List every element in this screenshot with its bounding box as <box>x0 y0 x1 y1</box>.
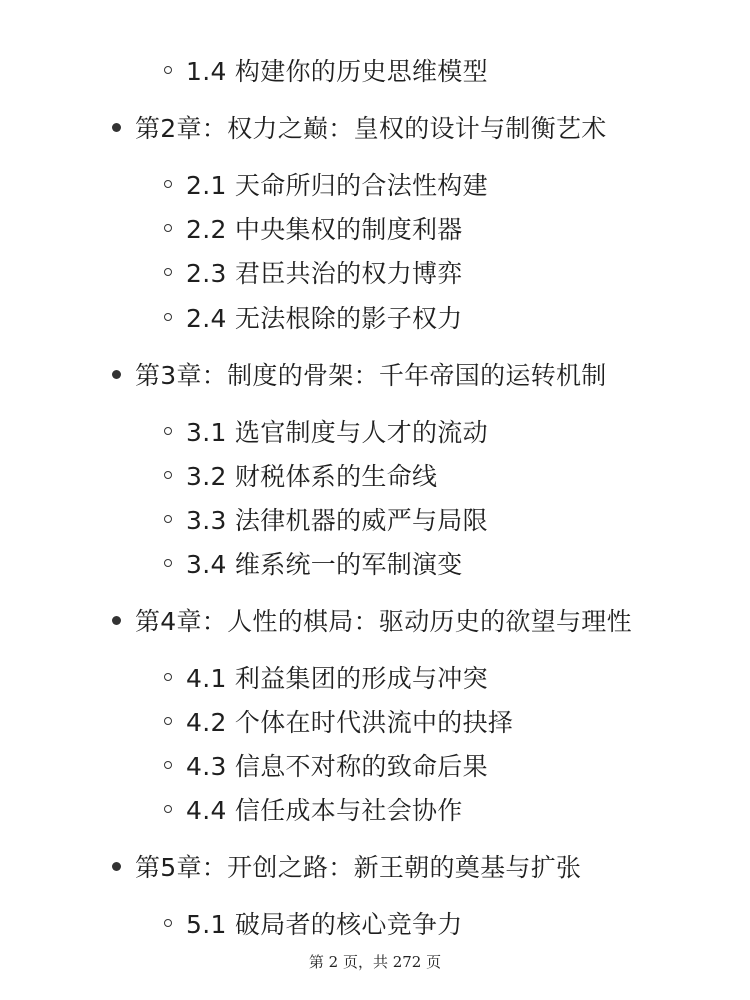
page-number-footer: 第 2 页，共 272 页 <box>308 953 442 971</box>
toc-item <box>164 745 488 785</box>
toc-item-label: 2.4 无法根除的影子权力 <box>186 304 463 333</box>
toc-item-label: 4.4 信任成本与社会协作 <box>186 796 463 825</box>
hollow-circle-bullet-icon <box>164 673 172 681</box>
toc-item <box>164 499 488 539</box>
hollow-circle-bullet-icon <box>164 313 172 321</box>
toc-item <box>164 543 463 583</box>
toc-chapter <box>112 600 632 640</box>
hollow-circle-bullet-icon <box>164 717 172 725</box>
toc-item-label: 3.2 财税体系的生命线 <box>186 462 438 491</box>
toc-item-label: 1.4 构建你的历史思维模型 <box>186 57 488 86</box>
toc-item <box>164 164 488 204</box>
toc-item <box>164 789 463 829</box>
toc-item <box>164 657 488 697</box>
toc-item <box>164 411 488 451</box>
toc-item-label: 4.1 利益集团的形成与冲突 <box>186 664 488 693</box>
hollow-circle-bullet-icon <box>164 919 172 927</box>
toc-item-label: 2.1 天命所归的合法性构建 <box>186 171 488 200</box>
toc-item <box>164 297 463 337</box>
filled-disc-bullet-icon <box>112 862 121 871</box>
hollow-circle-bullet-icon <box>164 180 172 188</box>
toc-item-label: 2.3 君臣共治的权力博弈 <box>186 259 463 288</box>
filled-disc-bullet-icon <box>112 616 121 625</box>
toc-item <box>164 455 437 495</box>
toc-item <box>164 903 463 943</box>
toc-item-label: 4.3 信息不对称的致命后果 <box>186 752 488 781</box>
toc-item-label: 4.2 个体在时代洪流中的抉择 <box>186 708 514 737</box>
hollow-circle-bullet-icon <box>164 515 172 523</box>
toc-chapter <box>112 107 607 147</box>
toc-chapter-label: 第4章：人性的棋局：驱动历史的欲望与理性 <box>135 607 632 636</box>
toc-chapter-label: 第3章：制度的骨架：千年帝国的运转机制 <box>135 361 607 390</box>
toc-item <box>164 252 463 292</box>
toc-item <box>164 50 488 90</box>
filled-disc-bullet-icon <box>112 123 121 132</box>
toc-item-label: 5.1 破局者的核心竞争力 <box>186 910 463 939</box>
hollow-circle-bullet-icon <box>164 66 172 74</box>
toc-chapter <box>112 354 607 394</box>
toc-chapter <box>112 846 581 886</box>
hollow-circle-bullet-icon <box>164 268 172 276</box>
toc-item-label: 3.3 法律机器的威严与局限 <box>186 506 488 535</box>
hollow-circle-bullet-icon <box>164 471 172 479</box>
hollow-circle-bullet-icon <box>164 427 172 435</box>
hollow-circle-bullet-icon <box>164 559 172 567</box>
toc-chapter-label: 第5章：开创之路：新王朝的奠基与扩张 <box>135 853 582 882</box>
filled-disc-bullet-icon <box>112 370 121 379</box>
toc-item-label: 3.1 选官制度与人才的流动 <box>186 418 488 447</box>
hollow-circle-bullet-icon <box>164 761 172 769</box>
toc-item <box>164 208 463 248</box>
toc-item <box>164 701 513 741</box>
hollow-circle-bullet-icon <box>164 805 172 813</box>
toc-chapter-label: 第2章：权力之巅：皇权的设计与制衡艺术 <box>135 114 607 143</box>
toc-item-label: 2.2 中央集权的制度利器 <box>186 215 463 244</box>
toc-item-label: 3.4 维系统一的军制演变 <box>186 550 463 579</box>
hollow-circle-bullet-icon <box>164 224 172 232</box>
